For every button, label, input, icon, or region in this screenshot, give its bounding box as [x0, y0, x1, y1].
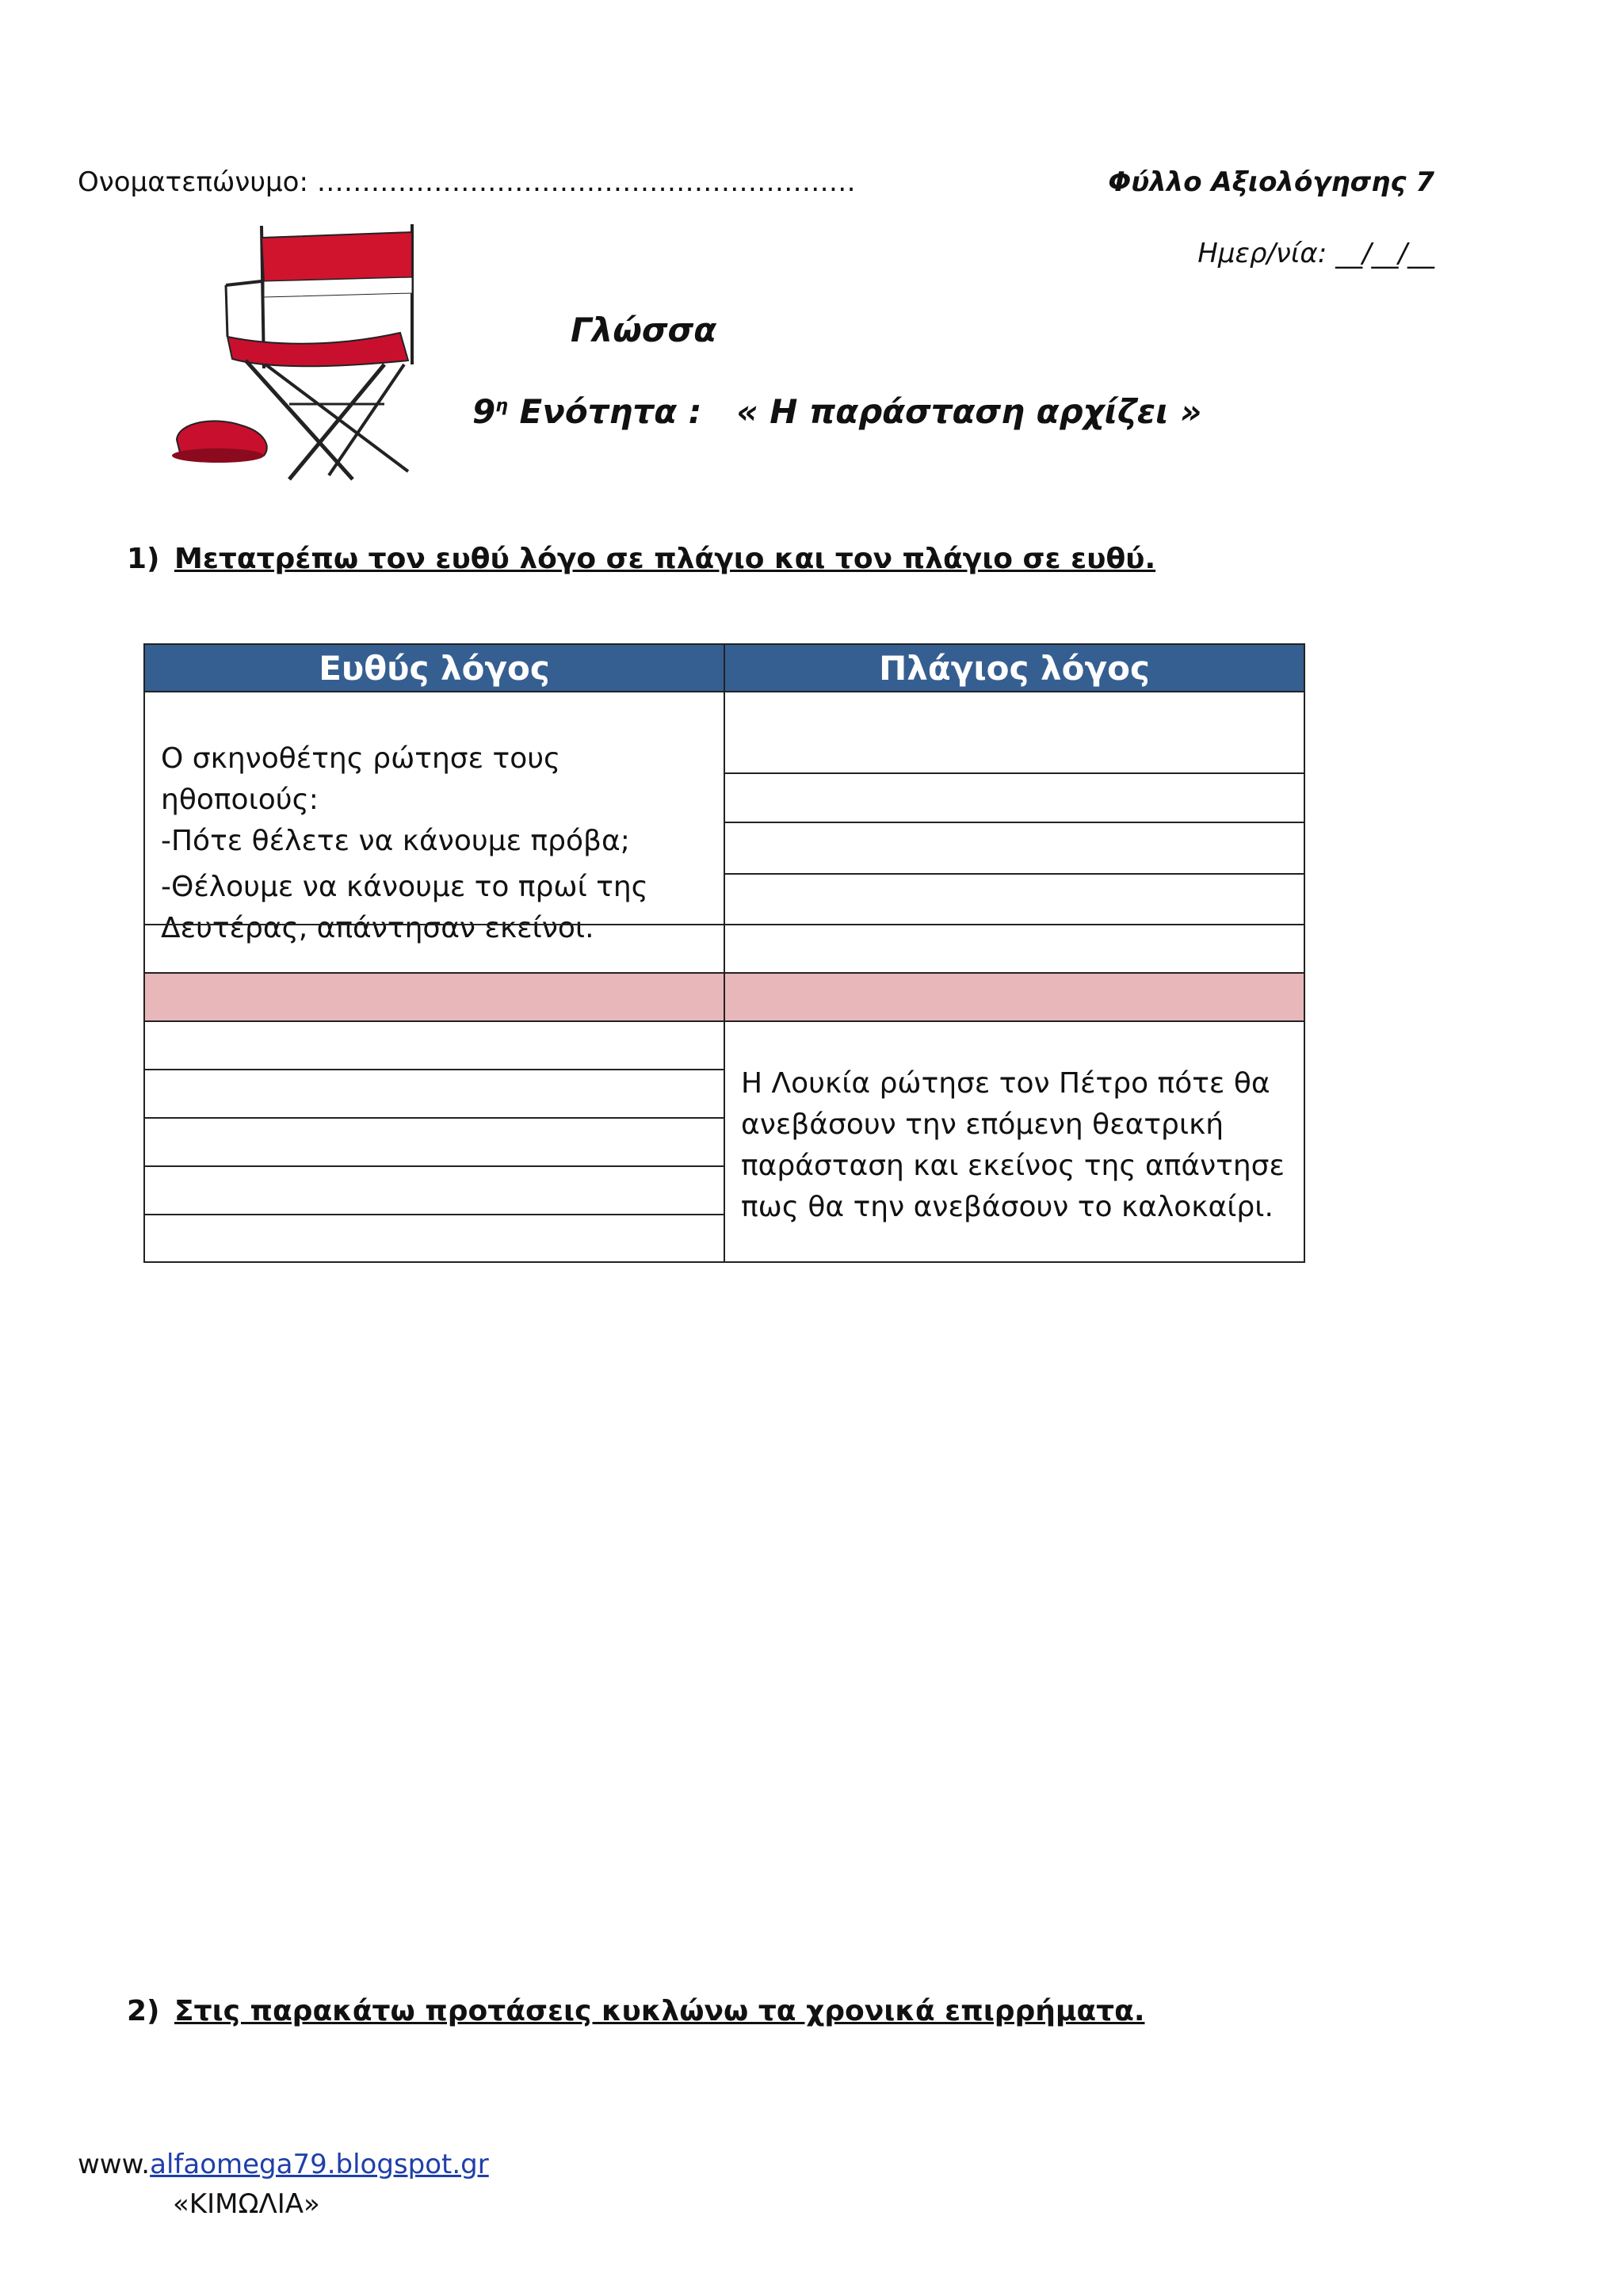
answer-line[interactable] [143, 1020, 725, 1070]
question-1-number: 1) [127, 543, 160, 575]
answer-line[interactable] [724, 772, 1305, 823]
subject-title: Γλώσσα [571, 311, 717, 349]
indirect-line-2: ανεβάσουν την επόμενη θεατρική [741, 1108, 1224, 1141]
unit-number-sup: η [495, 396, 508, 416]
question-1-text: Μετατρέπω τον ευθύ λόγο σε πλάγιο και τον πλάγιο σε ευθύ. [174, 543, 1156, 575]
indirect-speech-cell-2 [724, 1020, 1305, 1263]
sheet-title: Φύλλο Αξιολόγησης 7 [1108, 166, 1434, 198]
footer-www: www. [78, 2149, 151, 2180]
blank-row-cell [724, 924, 1305, 974]
question-2-text: Στις παρακάτω προτάσεις κυκλώνω τα χρονικά επιρρήματα. [174, 1995, 1145, 2027]
separator-row-cell [143, 972, 725, 1022]
unit-number: 9 [472, 392, 496, 431]
name-field-label: Ονοματεπώνυμο: …………………………………………………… [78, 166, 856, 198]
indirect-line-1: Η Λουκία ρώτησε τον Πέτρο πότε θα [741, 1067, 1270, 1100]
answer-line[interactable] [143, 1165, 725, 1215]
footer-credit: «ΚΙΜΩΛΙΑ» [173, 2188, 320, 2220]
director-chair-icon [170, 218, 432, 483]
answer-line[interactable] [724, 873, 1305, 925]
answer-line[interactable] [143, 1117, 725, 1167]
speech-table [143, 643, 1305, 1263]
direct-line-1: Ο σκηνοθέτης ρώτησε τους ηθοποιούς: [161, 742, 561, 816]
answer-line[interactable] [724, 691, 1305, 774]
footer-url [78, 2149, 489, 2180]
unit-name: Ενότητα : « Η παράσταση αρχίζει » [507, 392, 1202, 431]
separator-row-cell [724, 972, 1305, 1022]
answer-line[interactable] [143, 1214, 725, 1263]
footer-link[interactable]: alfaomega79.blogspot.gr [150, 2149, 489, 2180]
question-1 [127, 543, 1155, 575]
direct-line-4: Δευτέρας, απάντησαν εκείνοι. [161, 912, 594, 944]
answer-line[interactable] [724, 822, 1305, 875]
header-direct-speech: Ευθύς λόγος [143, 643, 725, 692]
answer-line[interactable] [143, 1069, 725, 1119]
question-2-number: 2) [127, 1995, 160, 2027]
direct-line-3: -Θέλουμε να κάνουμε το πρωί της [161, 871, 648, 903]
indirect-line-4: πως θα την ανεβάσουν το καλοκαίρι. [741, 1191, 1274, 1223]
direct-line-2: -Πότε θέλετε να κάνουμε πρόβα; [161, 825, 630, 857]
blank-row-cell [143, 924, 725, 974]
question-2 [127, 1995, 1145, 2027]
direct-speech-cell-1 [143, 691, 725, 944]
unit-title [472, 392, 1201, 431]
date-field-label: Ημερ/νία: __/__/__ [1197, 238, 1434, 269]
indirect-line-3: παράσταση και εκείνος της απάντησε [741, 1150, 1285, 1182]
header-indirect-speech: Πλάγιος λόγος [724, 643, 1305, 692]
